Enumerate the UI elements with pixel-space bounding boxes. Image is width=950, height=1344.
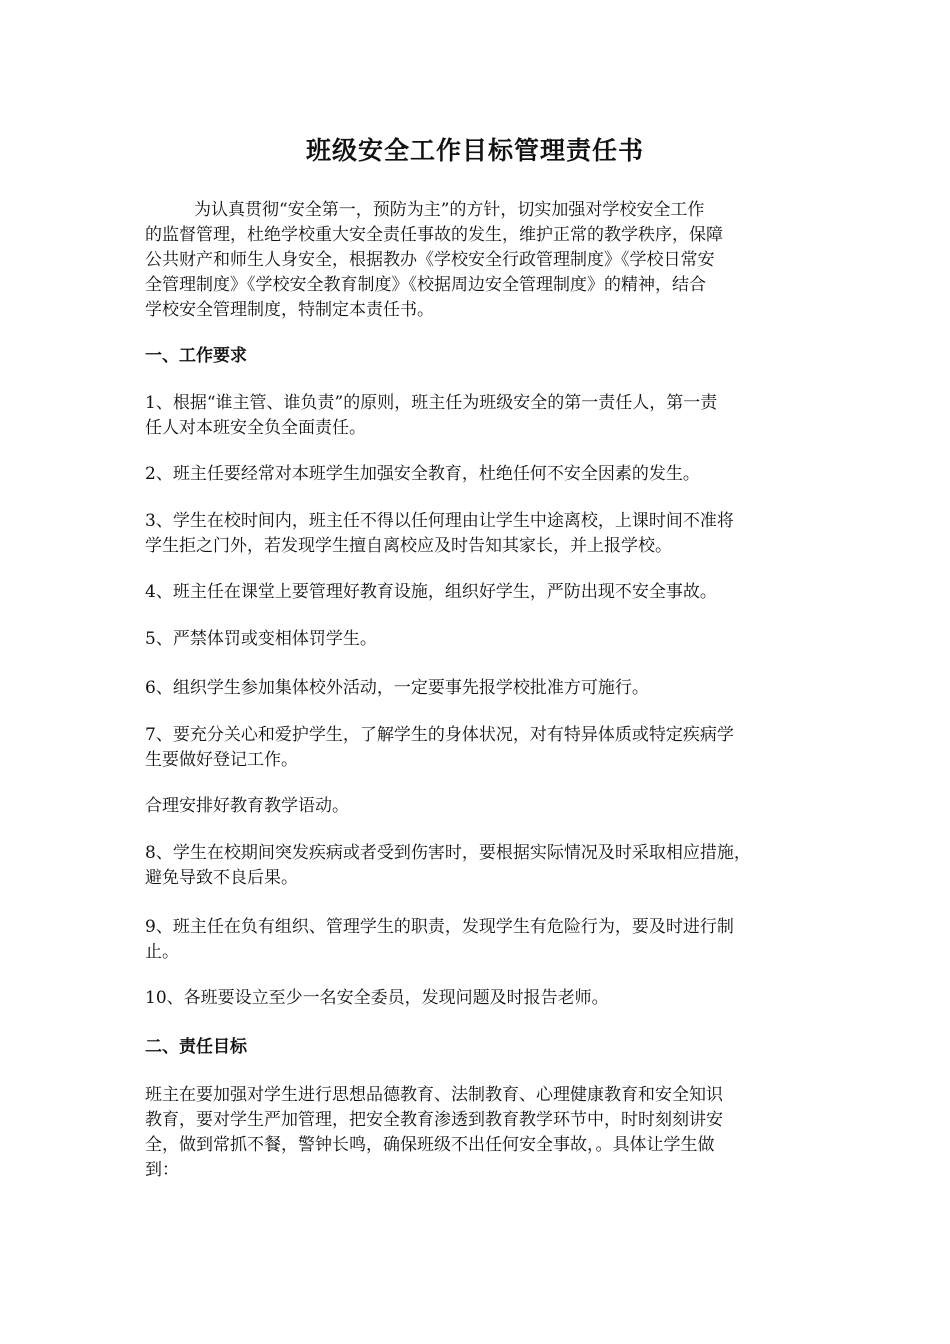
responsibility-line: 教育，要对学生严加管理，把安全教育渗透到教育教学环节中，时时刻刻讲安 (145, 1110, 723, 1130)
responsibility-paragraph (145, 1083, 820, 1183)
requirement-item (145, 915, 820, 965)
section-heading-responsibility-goals: 二、责任目标 (145, 1037, 247, 1057)
requirement-item (145, 627, 820, 652)
requirement-item (145, 580, 820, 605)
requirement-line: 3、学生在校时间内，班主任不得以任何理由让学生中途离校，上课时间不准将 (145, 511, 734, 531)
responsibility-line: 全，做到常抓不餐，警钟长鸣，确保班级不出任何安全事故，。具体让学生做 (145, 1135, 715, 1155)
requirement-line: 2、班主任要经常对本班学生加强安全教育，杜绝任何不安全因素的发生。 (145, 464, 700, 484)
intro-line: 为认真贯彻“安全第一，预防为主”的方针，切实加强对学校安全工作 (194, 200, 705, 220)
requirement-item (145, 509, 820, 559)
requirement-line: 8、学生在校期间突发疾病或者受到伤害时，要根据实际情况及时采取相应措施， (145, 843, 751, 863)
requirement-item (145, 794, 820, 819)
requirement-line: 1、根据“谁主管、谁负责”的原则，班主任为班级安全的第一责任人，第一责 (145, 393, 718, 413)
requirement-item (145, 723, 820, 773)
requirement-line: 10、各班要设立至少一名安全委员，发现问题及时报告老师。 (145, 988, 609, 1008)
intro-line: 的监督管理，杜绝学校重大安全责任事故的发生，维护正常的教学秩序，保障 (145, 225, 723, 245)
requirement-item (145, 986, 820, 1011)
requirement-line: 学生拒之门外，若发现学生擅自离校应及时告知其家长，并上报学校。 (145, 536, 672, 556)
requirement-line: 避免导致不良后果。 (145, 868, 298, 888)
intro-line: 全管理制度》《学校安全教育制度》《校据周边安全管理制度》的精神，结合 (145, 275, 706, 295)
requirement-line: 5、严禁体罚或变相体罚学生。 (145, 629, 377, 649)
document-title: 班级安全工作目标管理责任书 (305, 136, 644, 165)
requirement-item (145, 391, 820, 441)
requirement-line: 4、班主任在课堂上要管理好教育设施，组织好学生，严防出现不安全事故。 (145, 582, 717, 602)
intro-line: 学校安全管理制度，特制定本责任书。 (145, 300, 434, 320)
requirement-item (145, 841, 820, 891)
requirement-line: 合理安排好教育教学语动。 (145, 796, 349, 816)
responsibility-line: 班主在要加强对学生进行思想品德教育、法制教育、心理健康教育和安全知识 (145, 1085, 723, 1105)
requirement-line: 生要做好登记工作。 (145, 750, 298, 770)
requirement-line: 9、班主任在负有组织、管理学生的职责，发现学生有危险行为，要及时进行制 (145, 917, 734, 937)
intro-line: 公共财产和师生人身安全，根据教办《学校安全行政管理制度》《学校日常安 (145, 250, 715, 270)
requirement-item (145, 676, 820, 701)
intro-paragraph (145, 198, 820, 323)
section-heading-work-requirements: 一、工作要求 (145, 346, 247, 366)
requirement-line: 6、组织学生参加集体校外活动，一定要事先报学校批准方可施行。 (145, 678, 649, 698)
responsibility-line: 到： (145, 1160, 179, 1180)
requirement-item (145, 462, 820, 487)
requirement-line: 止。 (145, 942, 179, 962)
requirement-line: 任人对本班安全负全面责任。 (145, 418, 366, 438)
requirement-line: 7、要充分关心和爱护学生，了解学生的身体状况，对有特异体质或特定疾病学 (145, 725, 734, 745)
